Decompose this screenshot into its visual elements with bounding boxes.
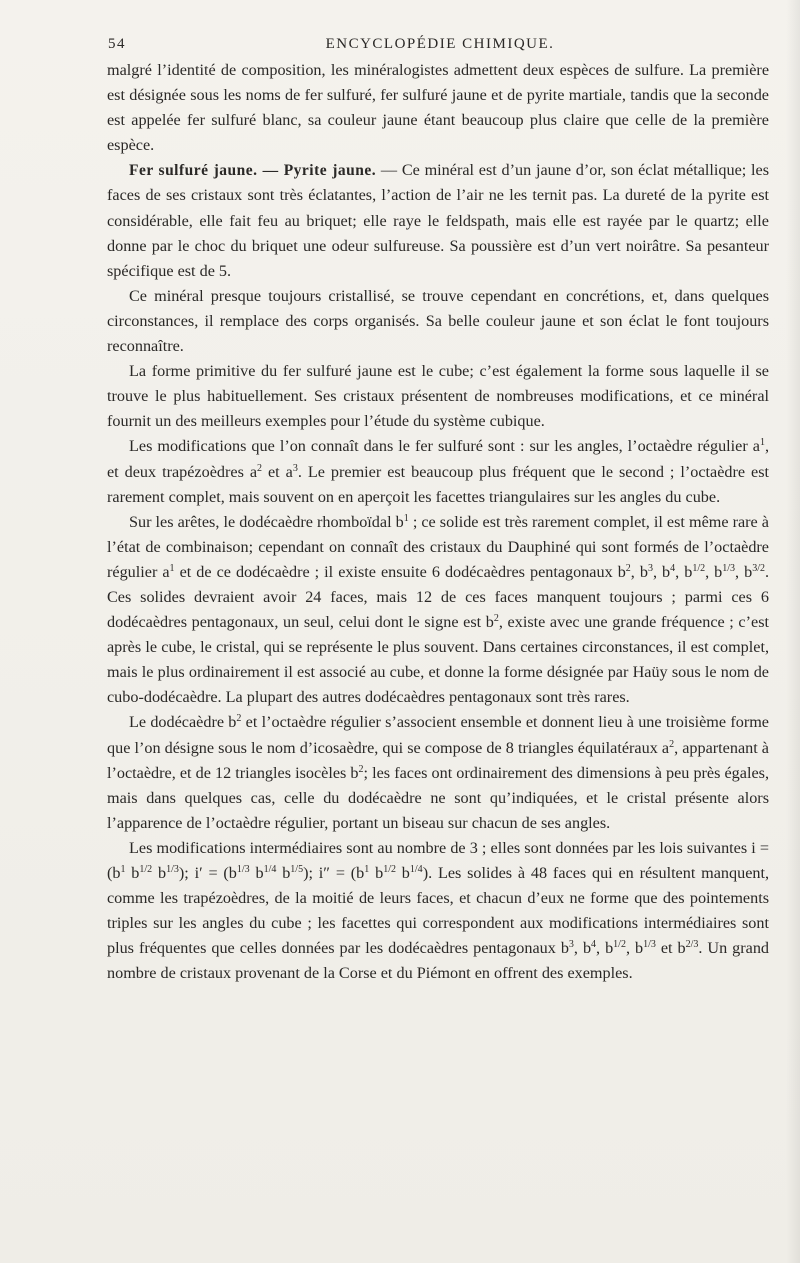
text-run: , b [735,562,753,581]
superscript-index: 1/4 [263,864,277,875]
text-run: et b [655,939,686,958]
text-run: malgré l’identité de composition, les minéralogistes admettent deux espèces de sulfure. La première est désignée sous les noms de fer sulfuré, fer sulfuré jaune et de pyrite martiale, tandis que la seconde est appelée fer sulfuré blanc, sa couleur jaune étant beaucoup plus claire que celle de la première espèce. [107,61,769,155]
text-run: . Ces solides devraient avoir 24 faces, mais 12 de ces faces manquent toujours ; parmi ces 6 dodécaèdres pentagonaux, un seul, celui dont le signe est b [107,562,770,632]
superscript-index: 1 [759,437,765,449]
superscript-index: 2 [257,462,263,474]
text-run: b [276,864,291,882]
text-run: b [249,864,264,882]
text-run: et de ce dodécaèdre ; il existe ensuite 6 dodécaèdres pentagonaux b [174,562,626,581]
text-run: Le dodécaèdre b [129,713,237,732]
superscript-index: 1 [364,864,370,875]
superscript-index: 1/2 [383,864,396,875]
paragraph [107,359,769,434]
text-run: ); i′ = (b [178,864,237,882]
superscript-index: 2 [358,763,364,775]
superscript-index: 1/3 [166,864,179,875]
text-run: , b [625,939,644,958]
paragraph [107,284,769,359]
superscript-index: 4 [591,939,597,951]
text-run: . Un grand nombre de cristaux provenant de la Corse et du Piémont en offrent des exemples. [107,939,770,983]
paragraph [107,158,769,283]
text-run: , b [630,562,648,581]
running-title: ENCYCLOPÉDIE CHIMIQUE. [325,36,555,52]
text-run: ; ce solide est très rarement complet, il est même rare à l’état de combinaison; cependant on connaît des cristaux du Dauphiné qui sont formés de l’octaèdre régulier a [107,512,769,581]
superscript-index: 1/2 [139,864,153,875]
superscript-index: 1/5 [290,864,304,875]
text-run: Sur les arêtes, le dodécaèdre rhomboïdal b [129,512,404,531]
section-heading: Fer sulfuré jaune. — Pyrite jaune. [129,162,377,180]
superscript-index: 1/2 [692,562,706,574]
text-run: b [125,864,140,882]
superscript-index: 2 [669,738,675,750]
text-run: — Ce minéral est d’un jaune d’or, son éclat métallique; les faces de ses cristaux sont très éclatantes, l’action de l’air ne les ternit pas. La dureté de la pyrite est considérable, elle fait feu au briquet; elle raye le feldspath, mais elle est rayée par le quartz; elle donne par le choc du briquet une odeur sulfureuse. Sa poussière est d’un vert noirâtre. Sa pesanteur spécifique est de 5. [107,161,769,280]
text-run: , et deux trapézoèdres a [107,437,769,481]
superscript-index: 1/3 [236,864,250,875]
text-run: . Le premier est beaucoup plus fréquent que le second ; l’octaèdre est rarement complet, mais souvent on en aperçoit les facettes triangulaires sur les angles du cube. [107,462,770,506]
text-run: et l’octaèdre régulier s’associent ensemble et donnent lieu à une troisième forme que l’on désigne sous le nom d’icosaèdre, qui se compose de 8 triangles équilatéraux a [107,713,769,757]
paragraph [107,58,769,158]
superscript-index: 4 [670,562,676,574]
text-run: , b [652,562,671,581]
text-run: b [152,864,167,882]
paragraph [107,510,769,711]
superscript-index: 1 [120,864,126,875]
superscript-index: 1 [169,562,175,574]
superscript-index: 1/2 [613,939,626,951]
superscript-index: 1/4 [409,864,423,875]
superscript-index: 1 [403,512,409,524]
superscript-index: 1/3 [643,939,656,951]
text-run: b [395,864,410,882]
superscript-index: 3 [568,939,574,951]
text-run: , b [573,939,592,958]
text-run: et a [262,462,293,481]
superscript-index: 3 [292,462,298,474]
superscript-index: 2 [625,562,631,574]
text-run: Les modifications que l’on connaît dans le fer sulfuré sont : sur les angles, l’octaèdre régulier a [129,437,760,456]
superscript-index: 1/3 [722,562,736,574]
text-run: , b [675,562,693,581]
paragraph [107,710,769,835]
text-run: , b [596,939,614,958]
text-run: , b [705,562,723,581]
superscript-index: 2/3 [685,939,699,951]
superscript-index: 2 [493,613,499,625]
text-run: Les modifications intermédiaires sont au nombre de 3 ; elles sont données par les lois suivantes i = (b [107,838,769,882]
body-text [107,58,769,986]
superscript-index: 3/2 [752,562,765,574]
paragraph [107,434,769,509]
text-run: , existe avec une grande fréquence ; c’est après le cube, le cristal, qui se représente le plus souvent. Dans certaines circonstances, il est complet, mais le plus ordinairement il est associé au cube, et donne la forme désignée par Haüy sous le nom de cubo-dodécaèdre. La plupart des autres dodécaèdres pentagonaux sont très rares. [107,613,769,707]
paragraph [107,836,769,987]
text-run: Ce minéral presque toujours cristallisé, se trouve cependant en concrétions, et, dans quelques circonstances, il remplace des corps organisés. Sa belle couleur jaune et son éclat le font toujours reconnaître. [107,286,769,356]
text-run: ). Les solides à 48 faces qui en résultent manquent, comme les trapézoèdres, de la moitié de leurs faces, et chacun d’eux ne forme que des pointements triples sur les angles du cube ; les facettes qui correspondent aux modifications intermédiaires sont plus fréquentes que celles données par les dodécaèdres pentagonaux b [107,864,770,958]
page-edge-shadow [786,0,800,1263]
running-head [108,36,772,60]
text-run: ; les faces ont ordinairement des dimensions à peu près égales, mais dans quelques cas, celle du dodécaèdre ne sont qu’indiquées, et le cristal présente alors l’apparence de l’octaèdre régulier, portant un biseau sur chacun de ses angles. [107,763,769,832]
text-run: La forme primitive du fer sulfuré jaune est le cube; c’est également la forme sous laquelle il se trouve le plus habituellement. Ses cristaux présentent de nombreuses modifications, et ce minéral fournit un des meilleurs exemples pour l’étude du système cubique. [107,362,769,431]
text-run: b [369,864,384,882]
superscript-index: 2 [236,713,242,725]
page-number: 54 [108,36,126,52]
text-run: , appartenant à l’octaèdre, et de 12 triangles isocèles b [107,738,769,782]
superscript-index: 3 [647,562,653,574]
text-run: ); i″ = (b [303,864,365,882]
